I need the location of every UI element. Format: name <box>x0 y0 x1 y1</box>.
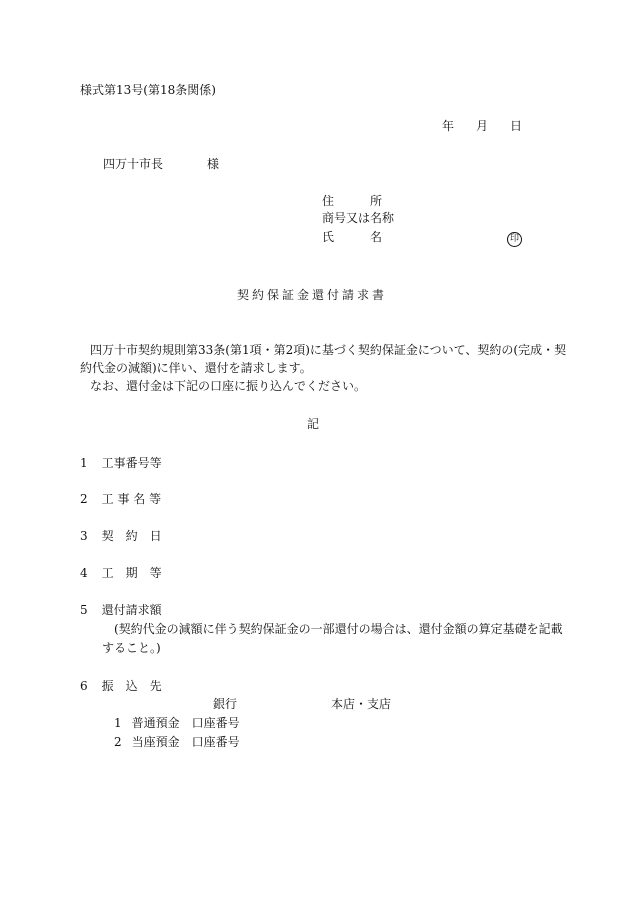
item-label: 工 事 名 等 <box>101 492 162 506</box>
item-label: 契 約 日 <box>101 529 162 543</box>
account-row-1 <box>114 715 240 731</box>
item-number: 4 <box>80 566 88 580</box>
body-line-1: 四万十市契約規則第33条(第1項・第2項)に基づく契約保証金について、契約の(完成・契 <box>90 343 567 357</box>
name-label: 氏 名 <box>322 230 383 244</box>
item-number: 5 <box>80 603 88 617</box>
item-4 <box>80 565 162 581</box>
address-label: 住 所 <box>322 194 383 208</box>
item-label: 振 込 先 <box>101 679 162 693</box>
bank-label: 銀行 <box>213 697 238 711</box>
document-title: 契約保証金還付請求書 <box>237 288 388 302</box>
account-label: 口座番号 <box>191 716 240 730</box>
account-number: 2 <box>114 735 122 749</box>
branch-label: 本店・支店 <box>331 697 392 711</box>
seal-mark <box>507 229 522 247</box>
item-number: 1 <box>80 456 88 470</box>
item-5 <box>80 602 162 618</box>
addressee-honorific: 様 <box>207 157 220 171</box>
date-year: 年 <box>442 119 455 133</box>
item-number: 2 <box>80 492 88 506</box>
form-number: 様式第13号(第18条関係) <box>80 83 216 97</box>
item-5-note-line-2: すること。) <box>102 641 161 655</box>
date-month: 月 <box>476 119 489 133</box>
item-5-note-line-1: (契約代金の減額に伴う契約保証金の一部還付の場合は、還付金額の算定基礎を記載 <box>114 622 563 636</box>
item-label: 工事番号等 <box>101 456 162 470</box>
trade-name-label: 商号又は名称 <box>322 211 395 225</box>
addressee-name: 四万十市長 <box>103 157 164 171</box>
item-label: 還付請求額 <box>101 603 162 617</box>
account-type: 当座預金 <box>131 735 180 749</box>
account-number: 1 <box>114 716 122 730</box>
item-6 <box>80 678 162 694</box>
account-type: 普通預金 <box>131 716 180 730</box>
account-label: 口座番号 <box>191 735 240 749</box>
body-line-3: なお、還付金は下記の口座に振り込んでください。 <box>90 379 367 393</box>
item-2 <box>80 491 161 507</box>
ki-heading: 記 <box>307 417 320 431</box>
item-1 <box>80 455 162 471</box>
seal-icon: 印 <box>507 232 522 247</box>
account-row-2 <box>114 734 240 750</box>
item-number: 6 <box>80 679 88 693</box>
item-label: 工 期 等 <box>101 566 162 580</box>
item-3 <box>80 528 162 544</box>
body-line-2: 約代金の減額)に伴い、還付を請求します。 <box>80 361 312 375</box>
item-number: 3 <box>80 529 88 543</box>
date-day: 日 <box>510 119 523 133</box>
